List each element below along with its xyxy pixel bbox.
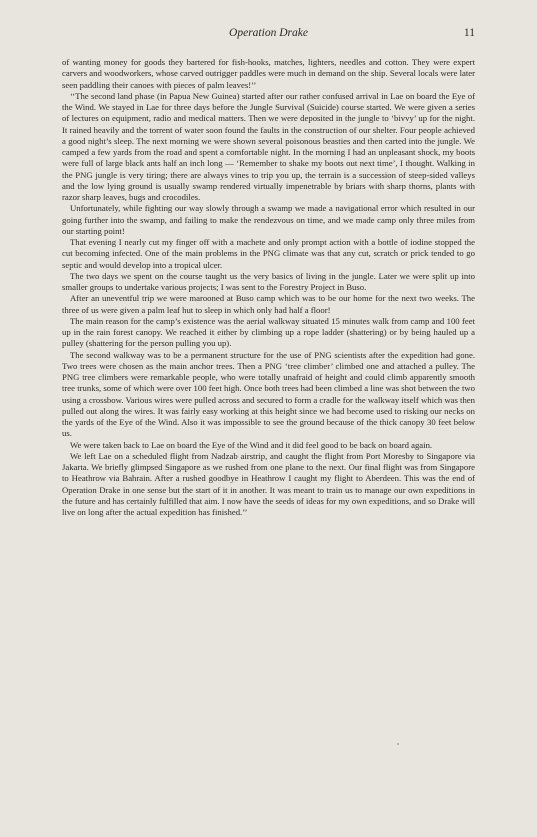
paragraph-5: The two days we spent on the course taught us the very basics of living in the jungle. Later we were split up into smaller groups to undertake various projects; I was sent to the Forestry Project in Buso.	[62, 270, 475, 292]
stray-ink-dot	[397, 743, 399, 745]
paragraph-6: After an uneventful trip we were marooned at Buso camp which was to be our home for the next two weeks. The three of us were given a palm leaf hut to sleep in which only had half a floor!	[62, 293, 475, 315]
page-header	[62, 27, 475, 43]
paragraph-10: We left Lae on a scheduled flight from Nadzab airstrip, and caught the flight from Port Moresby to Singapore via Jakarta. We briefly glimpsed Singapore as we rushed from one plane to the next. Our final flight was from Singapore to Heathrow via Bahrain. After a rushed goodbye in Heathrow I caught my flight to Aberdeen. This was the end of Operation Drake in one sense but the start of it in another. It was meant to train us to manage our own expeditions in the future and has certainly fulfilled that aim. I now have the seeds of ideas for my own expeditions, and so Drake will live on long after the actual expedition has finished.’’	[62, 450, 475, 517]
running-head: Operation Drake	[229, 27, 308, 39]
paragraph-9: We were taken back to Lae on board the Eye of the Wind and it did feel good to be back on board again.	[70, 439, 433, 450]
book-page	[62, 27, 475, 518]
paragraph-7: The main reason for the camp’s existence was the aerial walkway situated 15 minutes walk from camp and 100 feet up in the rain forest canopy. We reached it either by climbing up a rope ladder (shattering) or by being hauled up a pulley (shattering for the person pulling you up).	[62, 315, 475, 349]
paragraph-1: of wanting money for goods they bartered for fish-hooks, matches, lighters, needles and cotton. They were expert carvers and woodworkers, whose carved outrigger paddles were much in demand on the ship. Several locals were later seen paddling their canoes with pieces of palm leaves!’’	[62, 57, 475, 90]
page-number: 11	[463, 27, 475, 39]
paragraph-2: ‘‘The second land phase (in Papua New Guinea) started after our rather confused arrival in Lae on board the Eye of the Wind. We stayed in Lae for three days before the Jungle Survival (Suicide) course started. We were given a series of lectures on equipment, radio and medical matters. Then we were deposited in the jungle to ‘bivvy’ up for the night. It rained heavily and the torrent of water soon found the faults in the construction of our shelter. Four people achieved a good night’s sleep. The next morning we were shown several poisonous beasties and then carted into the jungle. We camped a few yards from the road and spent a comfortable night. In the morning I had an unpleasant shock, my boots were full of large black ants half an inch long — ‘Remember to shake my boots out next time’, I thought. Walking in the PNG jungle is very tiring; there are always vines to trip you up, the terrain is a succession of steep-sided valleys and the low lying ground is usually swamp rendered virtually impenetrable by briars with sharp thorns, plants with razor sharp leaves, bugs and crocodiles.	[62, 90, 475, 202]
paragraph-3: Unfortunately, while fighting our way slowly through a swamp we made a navigational error which resulted in our going further into the swamp, and failing to make the rendezvous on time, and we made camp only three miles from our starting point!	[62, 203, 475, 236]
paragraph-4: That evening I nearly cut my finger off with a machete and only prompt action with a bottle of iodine stopped the cut becoming infected. One of the main problems in the PNG climate was that any cut, scratch or prick tended to go septic and would develop into a tropical ulcer.	[62, 237, 475, 270]
paragraph-8: The second walkway was to be a permanent structure for the use of PNG scientists after the expedition had gone. Two trees were chosen as the main anchor trees. Then a PNG ‘tree climber’ climbed one and attached a pulley. The PNG tree climbers were remarkable people, who were totally unafraid of height and could climb apparently smooth tree trunks, some of which were over 100 feet high. Once both trees had been climbed a line was shot between the two using a crossbow. Various wires were pulled across and secured to form a cradle for the walkway itself which was then pulled out along the wires. It was fairly easy working at this height since we had become used to risking our necks on the yards of the Eye of the Wind. Also it was impossible to see the ground because of the thick canopy 30 feet below us.	[62, 349, 476, 439]
body-text	[62, 57, 475, 518]
